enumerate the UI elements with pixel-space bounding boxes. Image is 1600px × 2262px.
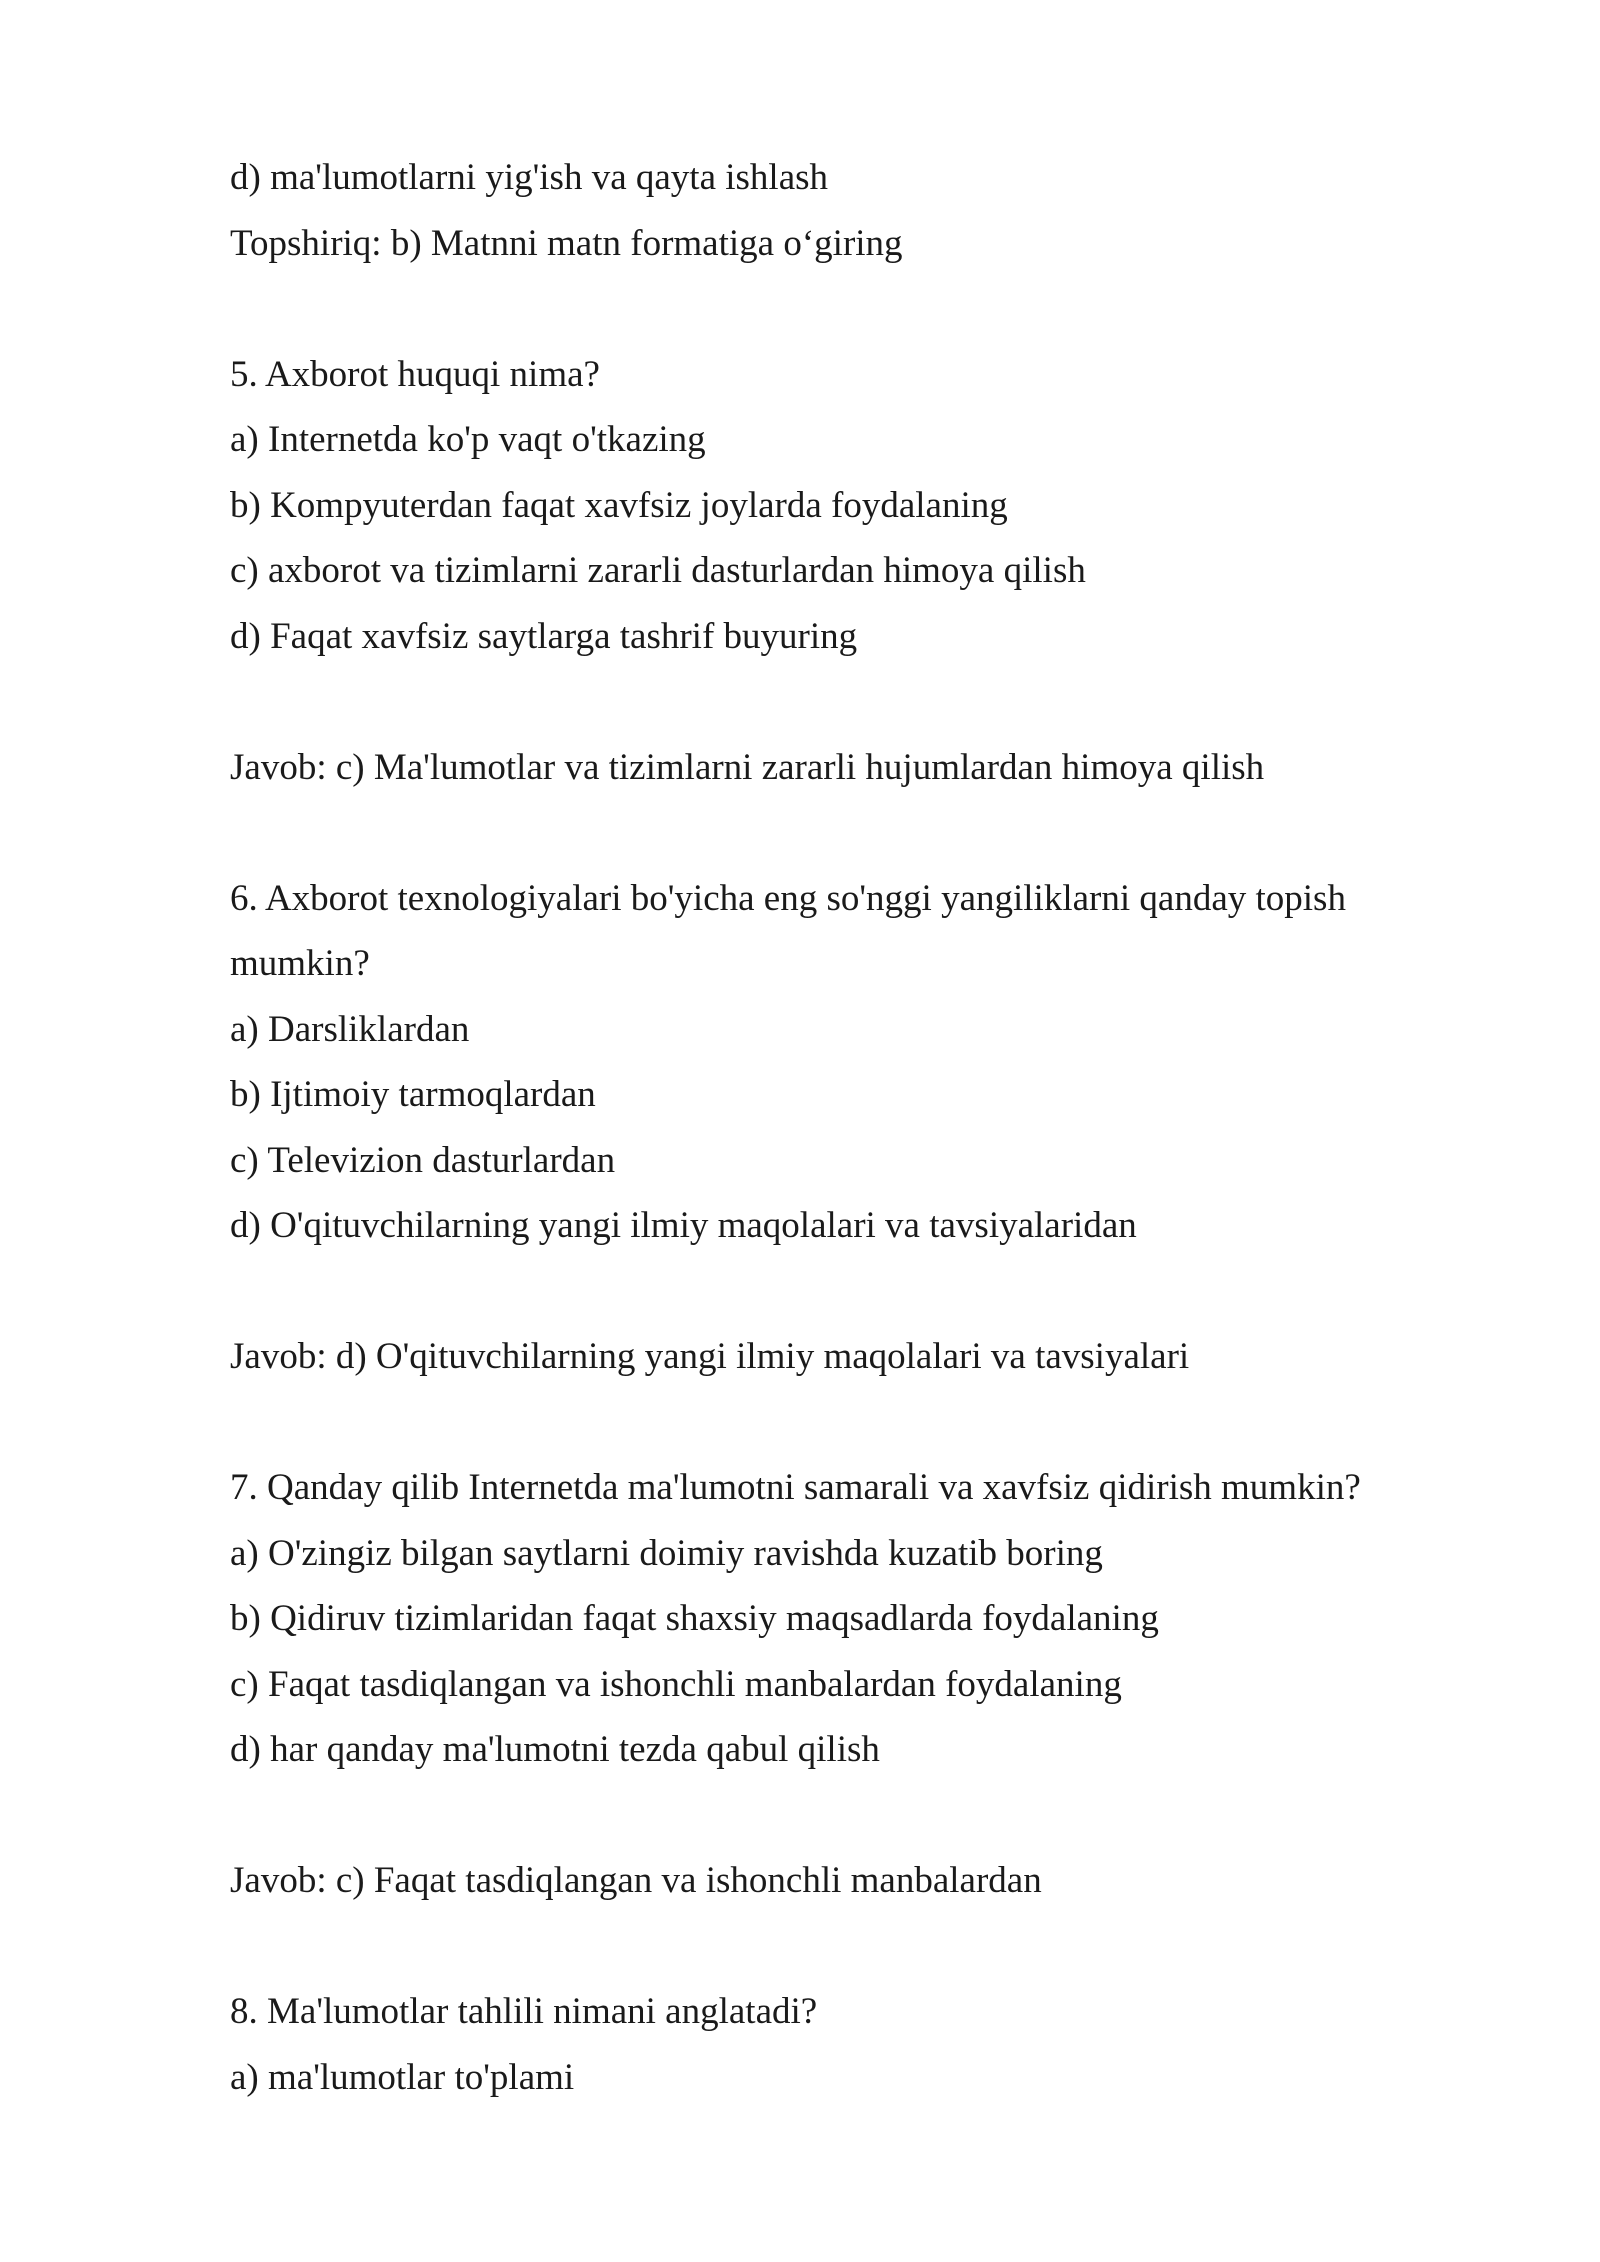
question-5: 5. Axborot huquqi nima? xyxy=(230,353,600,395)
option-line: d) ma'lumotlarni yig'ish va qayta ishlash xyxy=(230,157,829,198)
question-6-continuation: mumkin? xyxy=(230,943,370,984)
option-line: c) Televizion dasturlardan xyxy=(230,1139,616,1181)
question-7: 7. Qanday qilib Internetda ma'lumotni samarali va xavfsiz qidirish mumkin? xyxy=(230,1467,1361,1508)
answer-line: Javob: d) O'qituvchilarning yangi ilmiy maqolalari va tavsiyalari xyxy=(230,1336,1190,1377)
answer-line: Javob: c) Faqat tasdiqlangan va ishonchli manbalardan xyxy=(230,1860,1042,1901)
option-line: a) Darsliklardan xyxy=(230,1008,470,1050)
task-line: Topshiriq: b) Matnni matn formatiga o‘giring xyxy=(230,222,903,264)
option-line: d) Faqat xavfsiz saytlarga tashrif buyuring xyxy=(230,615,858,657)
blank-line xyxy=(230,1914,1410,1980)
blank-line xyxy=(230,669,1410,735)
document-body xyxy=(230,145,1410,2110)
blank-line xyxy=(230,1783,1410,1849)
option-line: c) axborot va tizimlarni zararli dasturlardan himoya qilish xyxy=(230,550,1086,591)
blank-line xyxy=(230,800,1410,866)
answer-line: Javob: c) Ma'lumotlar va tizimlarni zararli hujumlardan himoya qilish xyxy=(230,746,1265,788)
option-line: a) O'zingiz bilgan saytlarni doimiy ravishda kuzatib boring xyxy=(230,1532,1103,1574)
blank-line xyxy=(230,276,1410,342)
option-line: a) ma'lumotlar to'plami xyxy=(230,2056,575,2098)
blank-line xyxy=(230,1259,1410,1325)
option-line: a) Internetda ko'p vaqt o'tkazing xyxy=(230,419,706,460)
option-line: b) Kompyuterdan faqat xavfsiz joylarda foydalaning xyxy=(230,484,1008,526)
question-8: 8. Ma'lumotlar tahlili nimani anglatadi? xyxy=(230,1991,818,2032)
option-line: c) Faqat tasdiqlangan va ishonchli manbalardan foydalaning xyxy=(230,1663,1122,1705)
blank-line xyxy=(230,1390,1410,1456)
option-line: d) O'qituvchilarning yangi ilmiy maqolalari va tavsiyalaridan xyxy=(230,1205,1137,1246)
question-6: 6. Axborot texnologiyalari bo'yicha eng so'nggi yangiliklarni qanday topish xyxy=(230,877,1346,919)
option-line: b) Qidiruv tizimlaridan faqat shaxsiy maqsadlarda foydalaning xyxy=(230,1598,1159,1639)
option-line: b) Ijtimoiy tarmoqlardan xyxy=(230,1074,596,1115)
option-line: d) har qanday ma'lumotni tezda qabul qilish xyxy=(230,1729,880,1770)
